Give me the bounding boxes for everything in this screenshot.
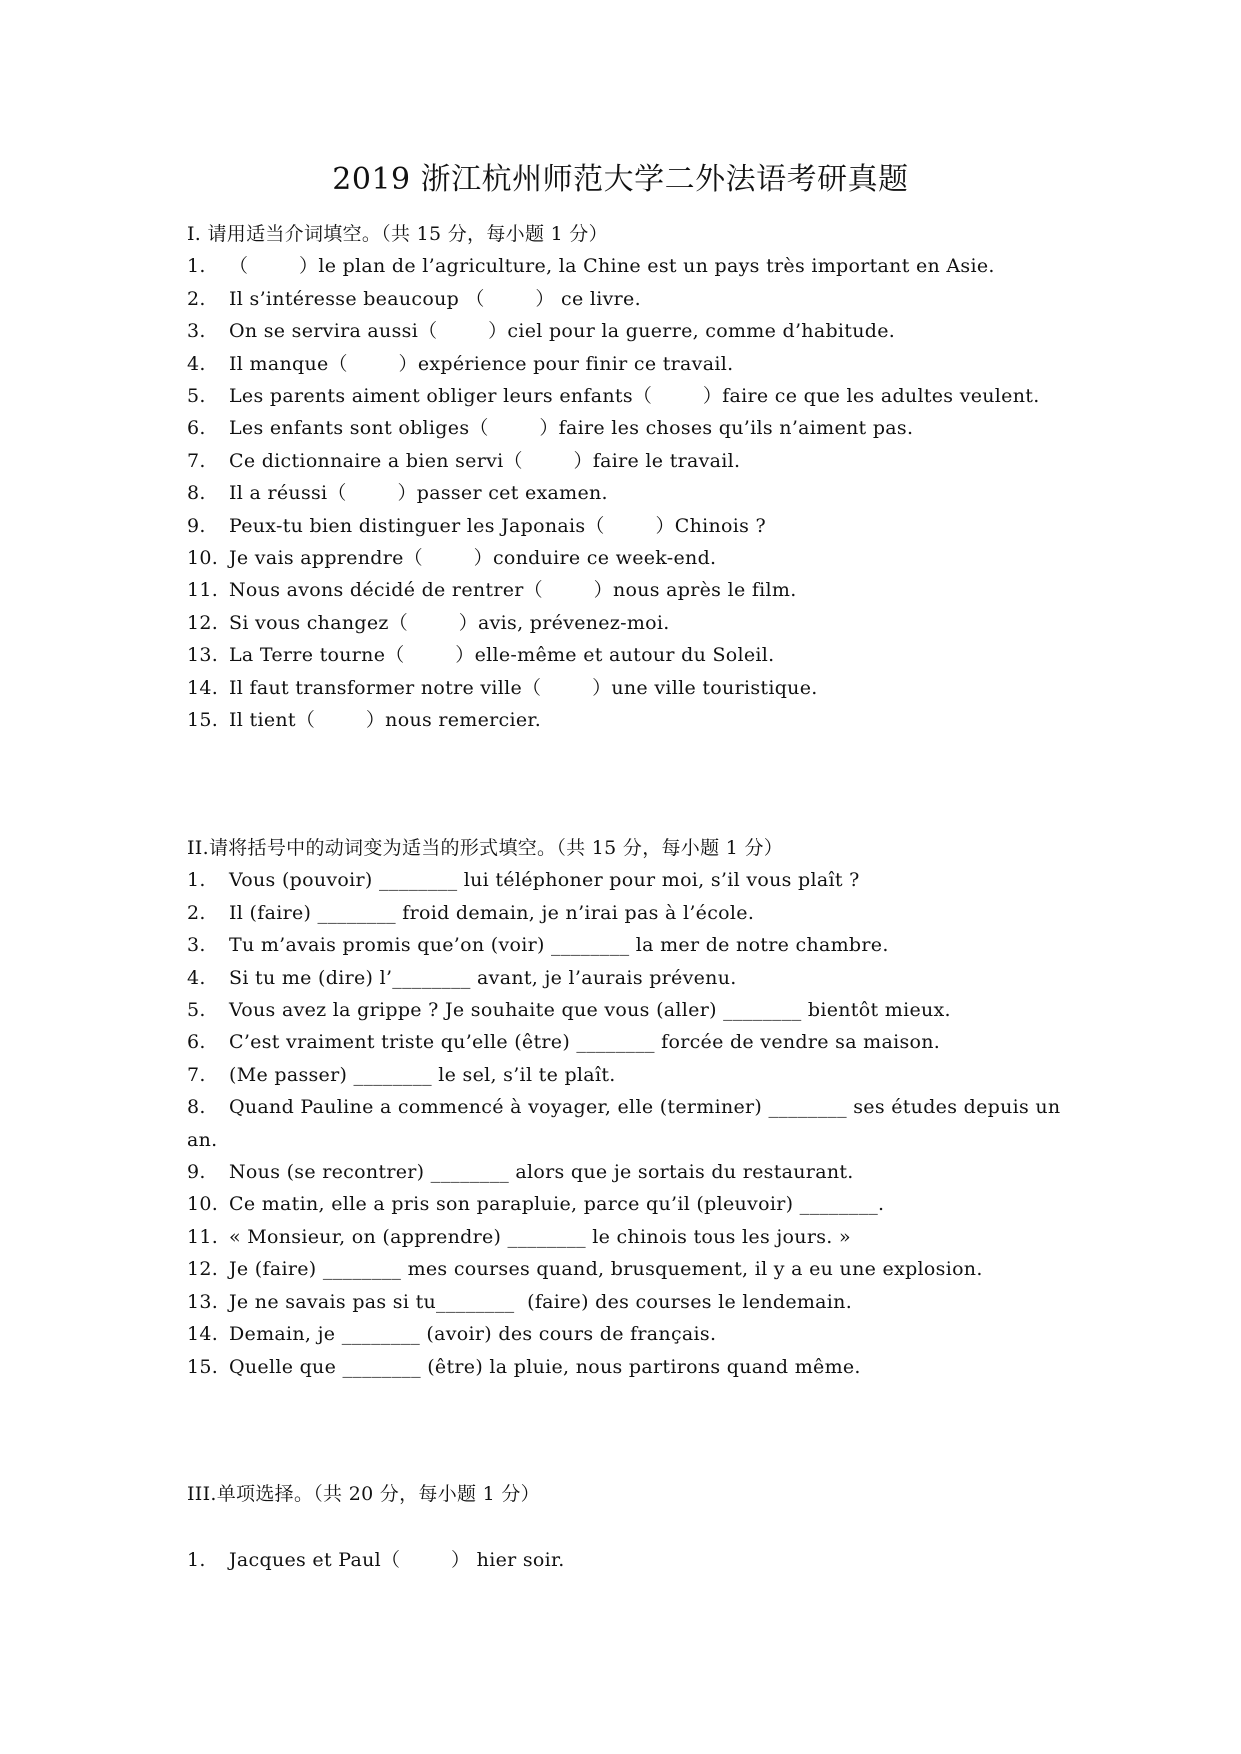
question-number: 14.: [187, 1323, 219, 1346]
question-text: (Me passer) ________ le sel, s’il te plaît.: [229, 1063, 616, 1086]
question-list: [187, 864, 1087, 1383]
question-text: Il tient（ ）nous remercier.: [229, 709, 542, 732]
question-text: Je ne savais pas si tu________ (faire) des courses le lendemain.: [229, 1290, 853, 1313]
question-item: [187, 1351, 1087, 1383]
question-number: 9.: [187, 514, 206, 537]
question-item: [187, 1156, 1087, 1188]
question-number: 1.: [187, 869, 206, 892]
question-item: [187, 962, 1087, 994]
question-item: [187, 348, 1087, 380]
section-heading: III.单项选择。（共 20 分，每小题 1 分）: [187, 1483, 540, 1505]
question-text: La Terre tourne（ ）elle-même et autour du Soleil.: [229, 644, 775, 667]
question-text: Les enfants sont obliges（ ）faire les choses qu’ils n’aiment pas.: [229, 417, 914, 440]
question-text: （ ）le plan de l’agriculture, la Chine est un pays très important en Asie.: [229, 255, 995, 278]
question-number: 6.: [187, 1031, 206, 1054]
question-number: 10.: [187, 547, 219, 570]
question-number: 7.: [187, 1063, 206, 1086]
question-text: Ce matin, elle a pris son parapluie, parce qu’il (pleuvoir) ________.: [229, 1193, 885, 1216]
question-text: C’est vraiment triste qu’elle (être) ________ forcée de vendre sa maison.: [229, 1031, 941, 1054]
question-item: [187, 1286, 1087, 1318]
question-item: [187, 639, 1087, 671]
question-number: 11.: [187, 579, 219, 602]
question-item: [187, 1091, 1087, 1156]
section-heading: I. 请用适当介词填空。（共 15 分，每小题 1 分）: [187, 223, 608, 245]
question-text: Il s’intéresse beaucoup （ ） ce livre.: [229, 287, 641, 310]
question-text: Il faut transformer notre ville（ ）une ville touristique.: [229, 676, 818, 699]
question-number: 8.: [187, 1096, 206, 1119]
question-number: 15.: [187, 709, 219, 732]
question-item: [187, 1059, 1087, 1091]
question-text: Tu m’avais promis que’on (voir) ________ la mer de notre chambre.: [229, 934, 889, 957]
question-text: Quand Pauline a commencé à voyager, elle (terminer) ________ ses études depuis un an.: [187, 1096, 1067, 1151]
question-number: 13.: [187, 1290, 219, 1313]
question-number: 6.: [187, 417, 206, 440]
section-heading: II.请将括号中的动词变为适当的形式填空。（共 15 分，每小题 1 分）: [187, 837, 784, 859]
question-number: 2.: [187, 287, 206, 310]
question-item: [187, 1026, 1087, 1058]
section-verb-forms: [187, 832, 1087, 1383]
section-prepositions: [187, 218, 1087, 737]
question-item: [187, 445, 1087, 477]
question-text: Il (faire) ________ froid demain, je n’irai pas à l’école.: [229, 901, 755, 924]
question-text: Peux-tu bien distinguer les Japonais（ ）Chinois ?: [229, 514, 767, 537]
question-number: 7.: [187, 449, 206, 472]
page-title: 2019 浙江杭州师范大学二外法语考研真题: [332, 162, 909, 197]
question-item: [187, 672, 1087, 704]
section-multiple-choice: [187, 1478, 1087, 1577]
question-item: [187, 897, 1087, 929]
question-number: 3.: [187, 320, 206, 343]
question-item: [187, 283, 1087, 315]
question-item: [187, 1253, 1087, 1285]
question-number: 15.: [187, 1355, 219, 1378]
question-number: 8.: [187, 482, 206, 505]
question-text: Jacques et Paul（ ） hier soir.: [229, 1549, 565, 1572]
question-number: 13.: [187, 644, 219, 667]
question-text: Les parents aiment obliger leurs enfants（ ）faire ce que les adultes veulent.: [229, 385, 1040, 408]
question-item: [187, 477, 1087, 509]
question-number: 4.: [187, 352, 206, 375]
question-number: 10.: [187, 1193, 219, 1216]
question-number: 3.: [187, 934, 206, 957]
question-item: [187, 250, 1087, 282]
question-text: Il manque（ ）expérience pour finir ce travail.: [229, 352, 734, 375]
question-number: 2.: [187, 901, 206, 924]
question-text: Vous (pouvoir) ________ lui téléphoner pour moi, s’il vous plaît ?: [229, 869, 860, 892]
question-item: [187, 1188, 1087, 1220]
question-item: [187, 412, 1087, 444]
question-item: [187, 510, 1087, 542]
question-item: [187, 1544, 1087, 1576]
question-item: [187, 1318, 1087, 1350]
question-item: [187, 574, 1087, 606]
question-text: « Monsieur, on (apprendre) ________ le chinois tous les jours. »: [229, 1225, 851, 1248]
question-number: 9.: [187, 1161, 206, 1184]
question-item: [187, 607, 1087, 639]
question-number: 11.: [187, 1225, 219, 1248]
question-item: [187, 929, 1087, 961]
question-list: [187, 1544, 1087, 1576]
question-text: Nous (se recontrer) ________ alors que je sortais du restaurant.: [229, 1161, 854, 1184]
question-item: [187, 542, 1087, 574]
question-number: 14.: [187, 676, 219, 699]
question-number: 1.: [187, 1549, 206, 1572]
question-item: [187, 1221, 1087, 1253]
question-list: [187, 250, 1087, 736]
question-item: [187, 994, 1087, 1026]
question-text: On se servira aussi（ ）ciel pour la guerre, comme d’habitude.: [229, 320, 896, 343]
question-text: Si vous changez（ ）avis, prévenez-moi.: [229, 611, 670, 634]
question-number: 4.: [187, 966, 206, 989]
question-item: [187, 315, 1087, 347]
question-text: Quelle que ________ (être) la pluie, nous partirons quand même.: [229, 1355, 861, 1378]
question-text: Il a réussi（ ）passer cet examen.: [229, 482, 608, 505]
question-text: Si tu me (dire) l’________ avant, je l’aurais prévenu.: [229, 966, 737, 989]
question-number: 5.: [187, 999, 206, 1022]
question-item: [187, 864, 1087, 896]
question-number: 12.: [187, 1258, 219, 1281]
question-number: 1.: [187, 255, 206, 278]
question-text: Vous avez la grippe ? Je souhaite que vous (aller) ________ bientôt mieux.: [229, 999, 951, 1022]
question-text: Demain, je ________ (avoir) des cours de français.: [229, 1323, 717, 1346]
question-text: Ce dictionnaire a bien servi（ ）faire le travail.: [229, 449, 741, 472]
question-text: Nous avons décidé de rentrer（ ）nous après le film.: [229, 579, 797, 602]
question-number: 5.: [187, 385, 206, 408]
question-item: [187, 704, 1087, 736]
question-number: 12.: [187, 611, 219, 634]
question-text: Je (faire) ________ mes courses quand, brusquement, il y a eu une explosion.: [229, 1258, 983, 1281]
question-text: Je vais apprendre（ ）conduire ce week-end.: [229, 547, 717, 570]
question-item: [187, 380, 1087, 412]
